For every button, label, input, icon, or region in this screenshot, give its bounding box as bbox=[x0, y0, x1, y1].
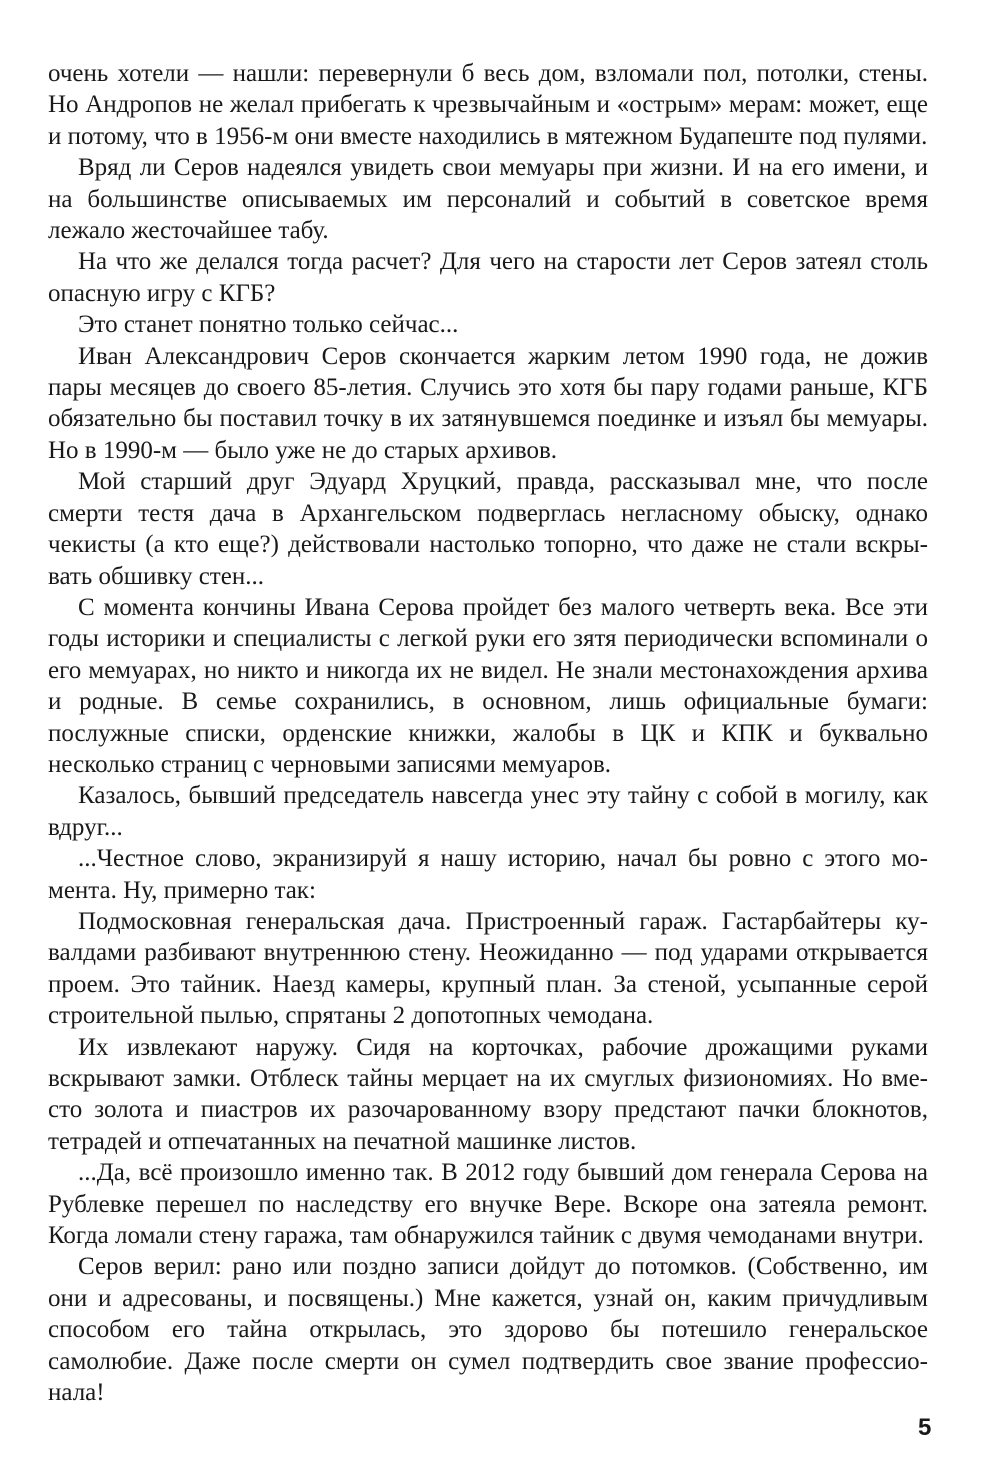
paragraph: Мой старший друг Эдуард Хруцкий, правда, рассказывал мне, что после смерти тестя дача в Архангельском подверглась негласному обыску, однако чекисты (а кто еще?) действовали настолько топорно, что даже не стали вскрывать обшивку стен... bbox=[48, 468, 928, 590]
paragraph: ...Да, всё произошло именно так. В 2012 году бывший дом генерала Серова на Рублевке перешел по наследству его внучке Вере. Вскоре она затеяла ремонт. Когда ломали стену гаража, там обнаружился тайник с двумя чемоданами внутри. bbox=[48, 1159, 928, 1250]
paragraph: Казалось, бывший председатель навсегда унес эту тайну с собой в могилу, как вдруг... bbox=[48, 782, 928, 841]
paragraph: Серов верил: рано или поздно записи дойдут до потомков. (Собственно, им они и адресованы, и посвящены.) Мне кажется, узнай он, каким причудливым способом его тайна открылась, это здорово бы потешило генеральское самолюбие. Даже после смерти он сумел подтвердить свое звание профессионала! bbox=[48, 1253, 928, 1407]
paragraph: ...Честное слово, экранизируй я нашу историю, начал бы ровно с этого момента. Ну, примерно так: bbox=[48, 845, 928, 904]
paragraph: С момента кончины Ивана Серова пройдет без малого четверть века. Все эти годы историки и специалисты с легкой руки его зятя периодически вспоминали о его мемуарах, но никто и никогда их не видел. Не знали местонахождения архива и родные. В семье сохранились, в основном, лишь официальные бумаги: послужные списки, орденские книжки, жалобы в ЦК и КПК и буквально несколько страниц с черновыми записями мемуаров. bbox=[48, 593, 928, 778]
paragraph: Иван Александрович Серов скончается жарким летом 1990 года, не дожив пары месяцев до своего 85-летия. Случись это хотя бы пару годами раньше, КГБ обязательно бы поставил точку в их затянувшемся поединке и изъял бы мемуары. Но в 1990-м — было уже не до старых архивов. bbox=[48, 342, 928, 464]
paragraph: Подмосковная генеральская дача. Пристроенный гараж. Гастарбайтеры кувалдами разбивают внутреннюю стену. Неожиданно — под ударами открывается проем. Это тайник. Наезд камеры, крупный план. За стеной, усыпанные серой строительной пылью, спрятаны 2 допотопных чемодана. bbox=[48, 907, 928, 1030]
paragraph: На что же делался тогда расчет? Для чего на старости лет Серов затеял столь опасную игру с КГБ? bbox=[48, 248, 928, 307]
body-text bbox=[48, 58, 928, 1408]
page-number: 5 bbox=[918, 1414, 932, 1441]
paragraph: Вряд ли Серов надеялся увидеть свои мемуары при жизни. И на его имени, и на большинстве описываемых им персоналий и событий в советское время лежало жесточайшее табу. bbox=[48, 154, 928, 245]
paragraph: Это станет понятно только сейчас... bbox=[78, 311, 459, 339]
paragraph-continued: очень хотели — нашли: перевернули б весь дом, взломали пол, потолки, стены. Но Андропов не желал прибегать к чрезвычайным и «острым» мерам: может, еще и потому, что в 1956-м они вместе находились в мятежном Будапеште под пулями. bbox=[48, 60, 928, 150]
paragraph: Их извлекают наружу. Сидя на корточках, рабочие дрожащими руками вскрывают замки. Отблеск тайны мерцает на их смуглых физиономиях. Но вместо золота и пиастров их разочарованному взору предстают пачки блокнотов, тетрадей и отпечатанных на печатной машинке листов. bbox=[48, 1033, 928, 1155]
